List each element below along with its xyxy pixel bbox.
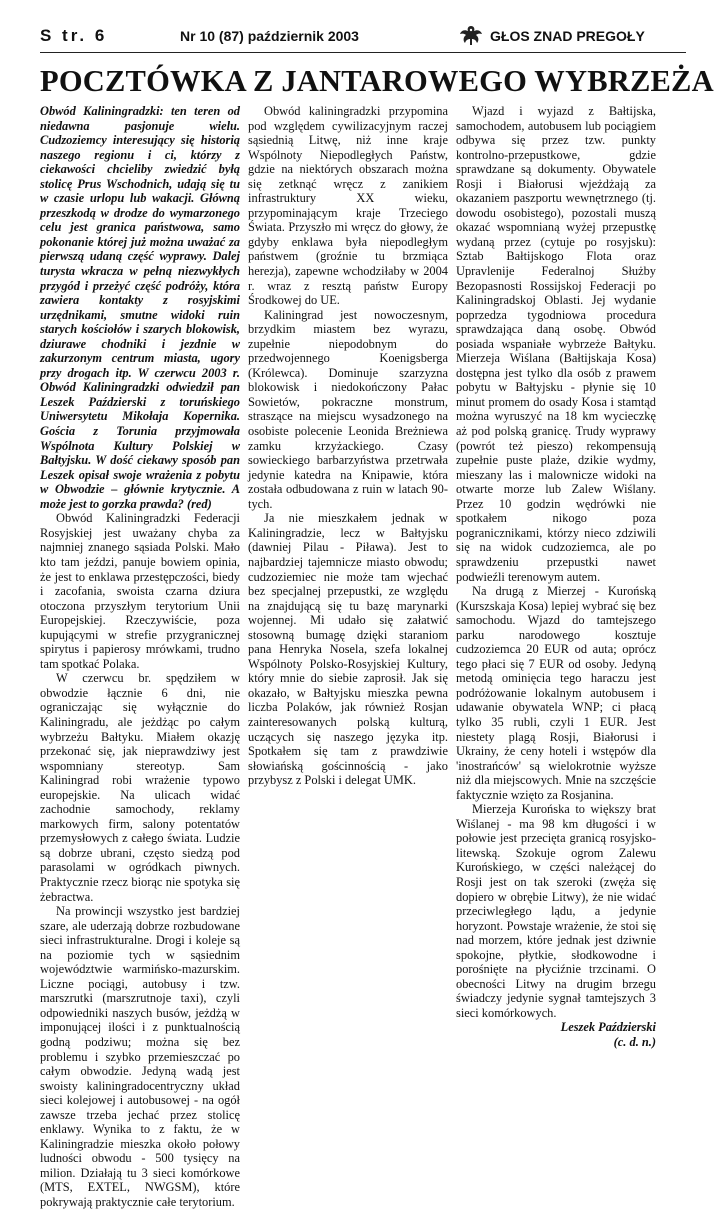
- to-be-continued: (c. d. n.): [613, 1035, 656, 1049]
- newspaper-name: GŁOS ZNAD PREGOŁY: [490, 28, 645, 44]
- author-signature: Leszek Paździerski: [560, 1020, 656, 1035]
- article-lead: Obwód Kaliningradzki: ten teren od niedawna pasjonuje wielu. Cudzoziemcy interesujący się historią naszego regionu i ci, którzy z ciekawości chcieliby zwiedzić byłą stolicę Prus Wschodnich, udają się tu w czasie urlopu lub wakacji. Główną przeszkodą w drodze do wymarzonego celu jest granica państwowa, samo pokonanie której już można uważać za pierwszą udaną część wyprawy. Dalej turysta wkracza w pełną niezwykłych przygód i przeżyć część podróży, która zawiera kontakty z rosyjskimi urzędnikami, smutne widoki ruin starych kościołów i szarych blokowisk, dziurawe chodniki i jezdnie w zakurzonym centrum miasta, ugory przy drogach itp. W czerwcu 2003 r. Obwód Kaliningradzki odwiedził pan Leszek Paździerski z toruńskiego Uniwersytetu Mikołaja Kopernika. Gościa z Torunia przyjmowała Wspólnota Kultury Polskiej w Bałtyjsku. W dość ciekawy sposób pan Leszek opisał swoje wrażenia z pobytu w Obwodzie – głównie krytycznie. A może jest to gorzka prawda? (red): [40, 104, 240, 511]
- issue-info: Nr 10 (87) październik 2003: [180, 28, 359, 44]
- column-1: [40, 104, 240, 1210]
- column-3: [456, 104, 656, 1050]
- column-2: [248, 104, 448, 788]
- paragraph: W czerwcu br. spędziłem w obwodzie łącznie 6 dni, nie ograniczając się wyłącznie do Kaliningradu, ale jeżdżąc po całym wybrzeżu Bałtyku. Miałem okazję przekonać się, jak nieprawdziwy jest wspomniany stereotyp. Sam Kaliningrad robi wrażenie typowo europejskie. Na ulicach widać zachodnie samochody, reklamy markowych firm, salony potentatów przemysłowych z całego świata. Ludzie są dobrze ubrani, często siedzą pod parasolami w ogródkach piwnych. Praktycznie rzecz biorąc nie spotyka się żebractwa.: [40, 671, 240, 904]
- eagle-emblem-icon: [458, 22, 484, 48]
- paragraph: Ja nie mieszkałem jednak w Kaliningradzie, lecz w Bałtyjsku (dawniej Pilau - Piława). Jest to najbardziej tajemnicze miasto obwodu; cudzoziemiec nie może tam wjechać bez specjalnej przepustki, ze względu na znajdującą się tu bazę marynarki wojennej. Mi udało się załatwić stosowną bumagę dzięki staraniom pana Henryka Nosela, szefa lokalnej Wspólnoty Polsko-Rosyjskiej Kultury, który mnie do siebie zaprosił. Jak się okazało, w Bałtyjsku mieszka pewna liczba Polaków, jak również Rosjan zainteresowanych polską kulturą, uczących się naszego języka itp. Spotkałem się tam z prawdziwie słowiańską gościnnością - jako przybysz z Polski i delegat UMK.: [248, 511, 448, 788]
- page-number: S tr. 6: [40, 26, 108, 45]
- page-header: [40, 26, 686, 53]
- paragraph: Na prowincji wszystko jest bardziej szare, ale uderzają dobrze rozbudowane sieci infrastrukturalne. Drogi i koleje są na poziomie tych w sąsiednim województwie warmińsko-mazurskim. Liczne pociągi, autobusy i tzw. marszrutki (marszrutnoje taxi), czyli odpowiedniki naszych busów, jeżdżą w imponującej ilości i z punktualnością godną podziwu; można się bez problemu i szybko przemieszczać po całym obwodzie. Jedyną wadą jest swoisty kaliningradocentryczny układ sieci kolejowej i autobusowej - na ogół zawsze trzeba jechać przez stolicę enklawy. Wynika to z faktu, że w Kaliningradzie mieszka około połowy ludności obwodu - 500 tysięcy na milion. Działają tu 3 sieci komórkowe (MTS, EXTEL, NWGSM), które pokrywają praktycznie całe terytorium.: [40, 904, 240, 1210]
- paragraph: Kaliningrad jest nowoczesnym, brzydkim miastem bez wyrazu, zupełnie niepodobnym do przedwojennego Koenigsberga (Królewca). Dominuje szarzyzna blokowisk i niedokończony Pałac Sowietów, pokraczne monstrum, straszące na miejscu wysadzonego na osobiste polecenie Leonida Breżniewa zamku krzyżackiego. Czasy sowieckiego barbarzyństwa przetrwała jedynie katedra na Knipawie, która została odbudowana z ruin w latach 90-tych.: [248, 307, 448, 511]
- paragraph: Obwód Kaliningradzki Federacji Rosyjskiej jest uważany chyba za najmniej znanego sąsiada Polski. Mało kto tam jeździ, panuje bowiem opinia, że jest to enklawa przestępczości, biedy i zacofania, swoista czarna dziura otoczona przyszłym terytorium Unii Europejskiej. Rzeczywiście, poza kupującymi w strefie przygranicznej spirytus i papierosy mrówkami, trudno tam spotkać Polaka.: [40, 511, 240, 671]
- paragraph: Obwód kaliningradzki przypomina pod względem cywilizacyjnym raczej sąsiednią Litwę, niż inne kraje Wspólnoty Niepodległych Państw, gdzie na niektórych obszarach można się zetknąć wręcz z zanikiem infrastruktury XX wieku, przypominającym kraje Trzeciego Świata. Przyszło mi wręcz do głowy, że gdyby enklawa była niepodległym państwem (groźnie tu brzmiąca herezja), zapewne wchodziłaby w 2004 r. wraz z resztą państw Europy Środkowej do UE.: [248, 104, 448, 308]
- paragraph: Wjazd i wyjazd z Bałtijska, samochodem, autobusem lub pociągiem odbywa się przez tzw. punkty kontrolno-przepustkowe, gdzie sprawdzane są dokumenty. Obywatele Rosji i Białorusi wjeżdżają za okazaniem paszportu wewnętrznego (tj. dowodu osobistego), pozostali muszą okazać wspomnianą wyżej przepustkę wydaną przez (cytuje po rosyjsku): Sztab Bałtijskogo Flota oraz Upravlenije Federalnoj Służby Bezopasnosti Rossijskoj Federacji po Kaliningradskoj Oblasti. Jej wydanie poprzedza tygodniowa procedura sprawdzająca daną osobę. Obwód posiada wspaniałe wybrzeże Bałtyku. Mierzeja Wiślana (Bałtijskaja Kosa) dostępna jest tylko dla osób z prawem pobytu w Bałtyjsku - płynie się 10 minut promem do osady Kosa i stamtąd można wyruszyć na 18 km wycieczkę aż pod polską granicę. Trudy wyprawy (powrót też pieszo) rekompensują zupełnie puste plaże, dzikie wydmy, mieszany las i malownicze widoki na otwarte morze lub Zalew Wiślany. Przez 10 godzin wędrówki nie spotkałem nikogo poza pogranicznikami, którzy nieco zdziwili się na widok cudzoziemca, ale po sprawdzeniu przepustki nawet podwieźli terenowym autem.: [456, 104, 656, 584]
- paragraph: Na drugą z Mierzej - Kurońską (Kurszskaja Kosa) lepiej wybrać się bez samochodu. Wjazd do tamtejszego parku narodowego kosztuje cudzoziemca 20 EUR od auta; oprócz tego płaci się 7 EUR od osoby. Jedyną metodą ominięcia tego haraczu jest podróżowanie lokalnym autobusem i udawanie obywatela WNP; ci płacą tylko 35 rubli, czyli 1 EUR. Jest niestety plagą Rosji, Białorusi i Ukrainy, że ceny hoteli i wstępów dla 'inostrańców' są wielokrotnie wyższe niż dla miejscowych. Mnie na szczęście faktycznie wzięto za Rosjanina.: [456, 584, 656, 802]
- article-title: POCZTÓWKA Z JANTAROWEGO WYBRZEŻA: [40, 64, 714, 98]
- paragraph: Mierzeja Kurońska to większy brat Wiślanej - ma 98 km długości i w połowie jest przecięta granicą rosyjsko-litewską. Szokuje ogrom Zalewu Kurońskiego, w części należącej do Rosji jest on tak szeroki (zwęża się dopiero w obrębie Litwy), że nie widać przeciwległego lądu, a jedynie horyzont. Powstaje wrażenie, że stoi się nad morzem, które jednak jest dziwnie spokojne, płytkie, słodkowodne i porośnięte na płyciźnie trzcinami. O obecności Litwy na drugim brzegu świadczy jedynie sygnał tamtejszych 3 sieci komórkowych.: [456, 802, 656, 1020]
